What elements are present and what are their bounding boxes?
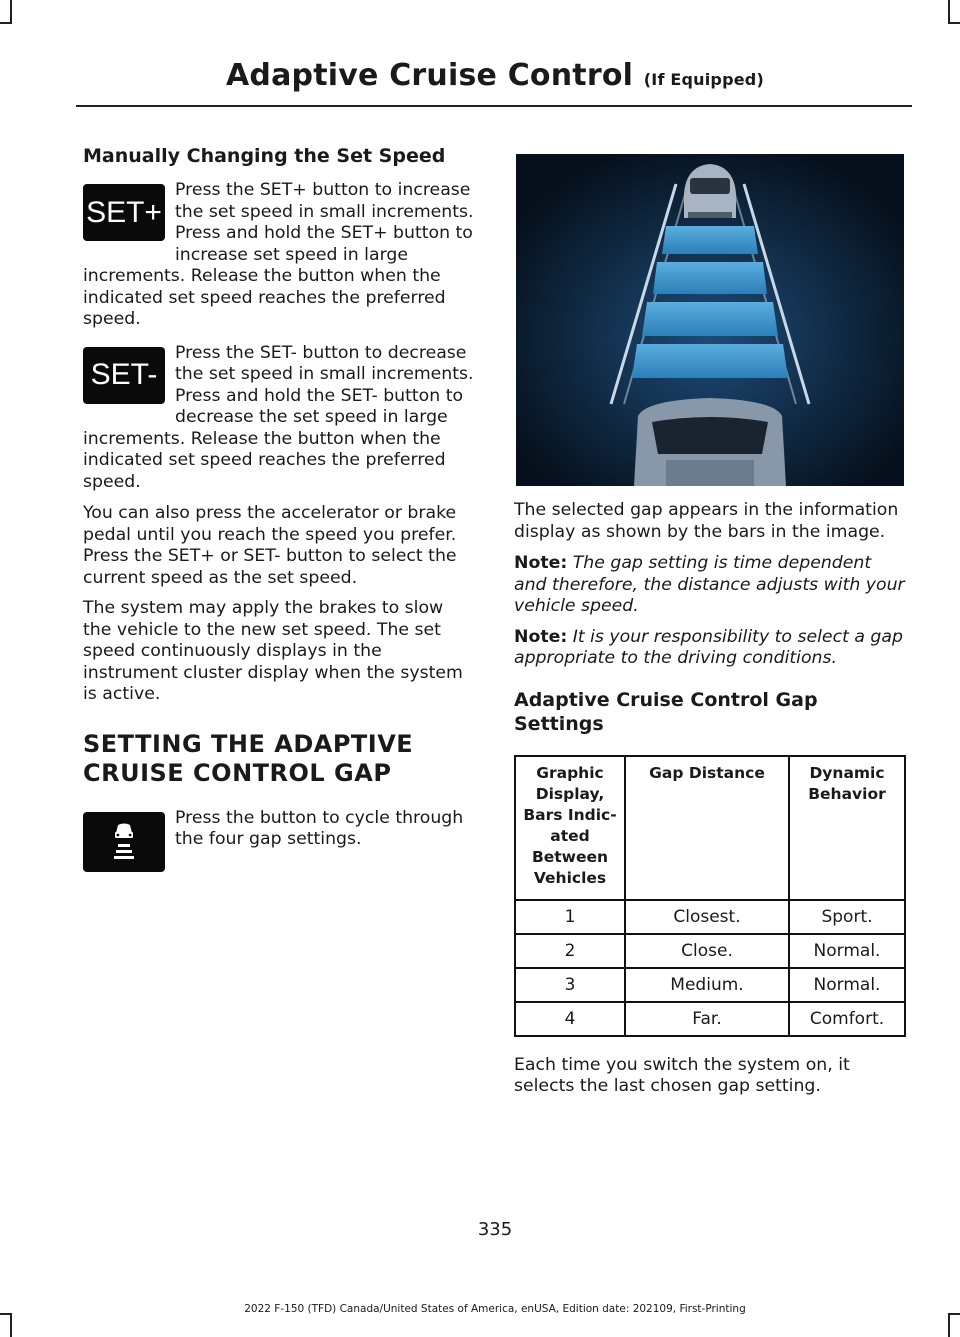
- table-cell: 3: [515, 968, 625, 1002]
- set-minus-icon: SET-: [83, 347, 165, 404]
- gap-table-heading: Adaptive Cruise Control Gap Settings: [514, 688, 818, 735]
- table-row: [515, 934, 905, 968]
- table-cell: Normal.: [789, 934, 905, 968]
- note-2-text: It is your responsibility to select a gap appropriate to the driving conditions.: [514, 626, 903, 668]
- table-row: [515, 1002, 905, 1036]
- manual-speed-heading: Manually Changing the Set Speed: [83, 145, 446, 167]
- header-title-text: Adaptive Cruise Control: [226, 58, 634, 93]
- crop-mark-bl-v: [10, 1313, 12, 1337]
- set-minus-paragraph: Press the SET- button to decrease the set speed in small increments. Press and hold the SET- button to decrease the set speed in large increments. Release the button when the indicated set speed reaches the preferred speed.: [83, 342, 474, 492]
- table-cell: Far.: [625, 1002, 789, 1036]
- accelerator-paragraph: You can also press the accelerator or brake pedal until you reach the speed you prefer. Press the SET+ or SET- button to select the current speed as the set speed.: [83, 503, 457, 588]
- table-cell: Medium.: [625, 968, 789, 1002]
- table-header-dynamic-behavior: Dynamic Behavior: [789, 756, 905, 900]
- note-2: [514, 627, 906, 670]
- closing-paragraph: Each time you switch the system on, it selects the last chosen gap setting.: [514, 1054, 850, 1096]
- gap-section-heading-line2: CRUISE CONTROL GAP: [83, 758, 392, 787]
- table-cell: Closest.: [625, 900, 789, 934]
- gap-button-paragraph: Press the button to cycle through the four gap settings.: [175, 807, 464, 849]
- left-column: [83, 140, 475, 876]
- note-1-label: Note:: [514, 553, 568, 573]
- table-header-row: [515, 756, 905, 900]
- note-1-text: The gap setting is time dependent and therefore, the distance adjusts with your vehicle speed.: [514, 553, 905, 616]
- image-caption: The selected gap appears in the information display as shown by the bars in the image.: [514, 500, 899, 542]
- page-number: 335: [477, 1219, 513, 1240]
- edition-line: 2022 F-150 (TFD) Canada/United States of America, enUSA, Edition date: 202109, First-Printing: [244, 1303, 746, 1315]
- crop-mark-tl-v: [10, 0, 12, 24]
- table-cell: Close.: [625, 934, 789, 968]
- right-column: [514, 140, 906, 1098]
- brakes-paragraph: The system may apply the brakes to slow the vehicle to the new set speed. The set speed continuously displays in the instrument cluster display when the system is active.: [83, 598, 463, 704]
- header-rule: [76, 105, 912, 107]
- table-cell: 2: [515, 934, 625, 968]
- crop-mark-tl-h: [0, 22, 12, 24]
- note-1: [514, 553, 906, 618]
- header-title-suffix: (If Equipped): [643, 70, 764, 89]
- crop-mark-br-v: [948, 1313, 950, 1337]
- own-vehicle-icon: [634, 398, 786, 486]
- table-row: [515, 900, 905, 934]
- gap-section-heading: [83, 730, 475, 788]
- crop-mark-tr-v: [948, 0, 950, 24]
- table-cell: 1: [515, 900, 625, 934]
- note-2-label: Note:: [514, 626, 568, 647]
- set-plus-paragraph: Press the SET+ button to increase the set speed in small increments. Press and hold the SET+ button to increase set speed in large increments. Release the button when the indicated set speed reaches the preferred speed.: [83, 180, 474, 329]
- gap-distance-glyph: [104, 819, 144, 865]
- table-cell: Comfort.: [789, 1002, 905, 1036]
- table-cell: 4: [515, 1002, 625, 1036]
- set-plus-icon: SET+: [83, 184, 165, 241]
- crop-mark-tr-h: [948, 22, 960, 24]
- gap-settings-table: [514, 755, 906, 1037]
- table-cell: Normal.: [789, 968, 905, 1002]
- table-header-gap-distance: Gap Distance: [625, 756, 789, 900]
- page-header-title: [0, 58, 960, 93]
- gap-distance-icon: [83, 812, 165, 872]
- table-cell: Sport.: [789, 900, 905, 934]
- table-row: [515, 968, 905, 1002]
- table-header-graphic: Graphic Display, Bars Indic-ated Between Vehicles: [515, 756, 625, 900]
- gap-display-image: [516, 154, 904, 486]
- gap-section-heading-line1: SETTING THE ADAPTIVE: [83, 729, 414, 758]
